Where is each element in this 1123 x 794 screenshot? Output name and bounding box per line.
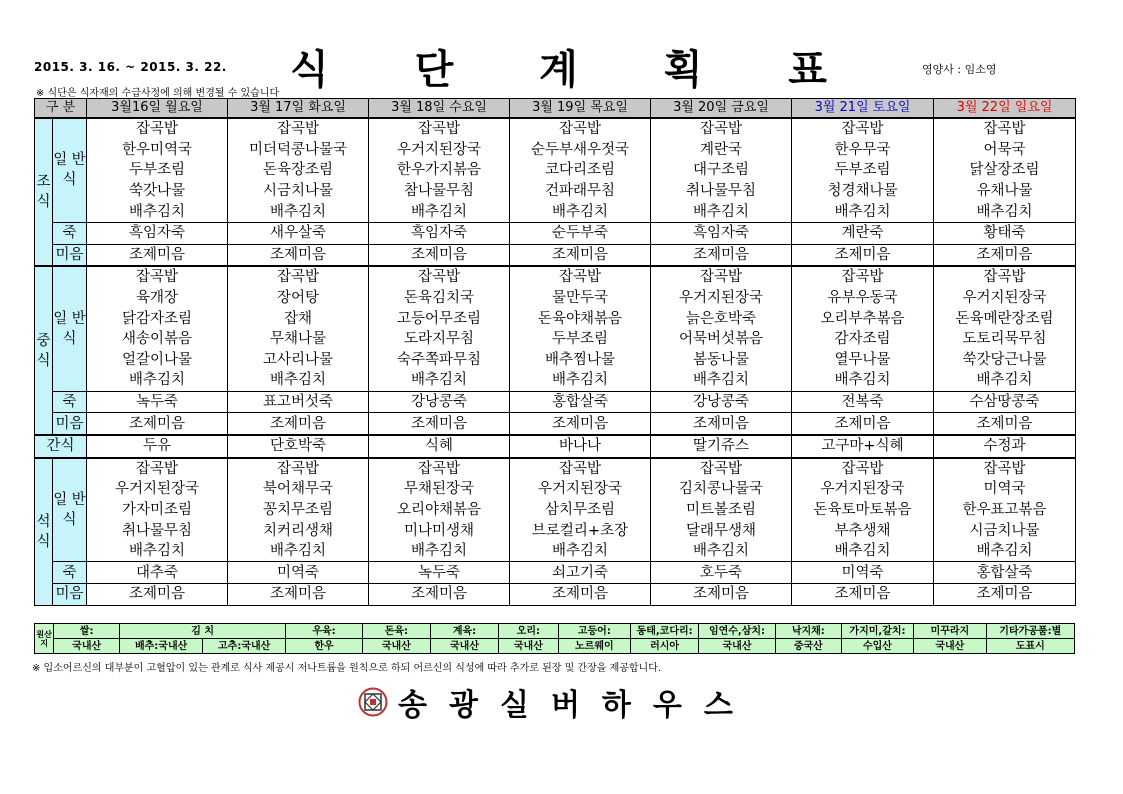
menu-item: 숙주쪽파무침: [369, 350, 510, 371]
day-header: 3월 22일 일요일: [934, 99, 1076, 119]
menu-item: 우거지된장국: [510, 479, 651, 500]
menu-item: 잡곡밥: [87, 118, 228, 140]
origin-value: 고추:국내산: [203, 639, 286, 654]
kimchi-title: 김 치: [120, 624, 286, 639]
menu-item: 조제미음: [87, 413, 228, 435]
menu-item: 한우가지볶음: [369, 160, 510, 181]
menu-item: 배추김치: [369, 541, 510, 562]
menu-item: 잡채: [228, 308, 369, 329]
menu-item: 전복죽: [792, 391, 934, 413]
menu-item: 무채나물: [228, 329, 369, 350]
menu-item: 강낭콩죽: [369, 391, 510, 413]
menu-item: 두부조림: [87, 160, 228, 181]
meal-plan-table: [34, 98, 1076, 606]
menu-item: 유부우동국: [792, 288, 934, 309]
menu-item: 물만두국: [510, 288, 651, 309]
origin-label: 계육:: [430, 624, 498, 639]
menu-item: 어묵버섯볶음: [651, 329, 792, 350]
dinner-label: 석 식: [35, 458, 53, 606]
menu-item: 육개장: [87, 288, 228, 309]
menu-item: 배추김치: [792, 541, 934, 562]
lunch-general-row: [35, 266, 1076, 288]
menu-item: 잡곡밥: [228, 266, 369, 288]
dietitian-label: 영양사 : 임소영: [922, 63, 997, 76]
lunch-general-row: [35, 350, 1076, 371]
lunch-general-row: [35, 329, 1076, 350]
menu-item: 북어채무국: [228, 479, 369, 500]
menu-item: 오리야채볶음: [369, 500, 510, 521]
menu-item: 조제미음: [934, 584, 1076, 606]
menu-item: 돈육토마토볶음: [792, 500, 934, 521]
menu-item: 꽁치무조림: [228, 500, 369, 521]
menu-item: 수삼땅콩죽: [934, 391, 1076, 413]
dinner-porridge-row: [35, 562, 1076, 584]
day-header: 3월 18일 수요일: [369, 99, 510, 119]
menu-item: 조제미음: [369, 584, 510, 606]
menu-item: 미트볼조림: [651, 500, 792, 521]
menu-item: 미더덕콩나물국: [228, 140, 369, 161]
breakfast-label: 조 식: [35, 118, 53, 266]
menu-item: 잡곡밥: [934, 266, 1076, 288]
origin-value: 국내산: [430, 639, 498, 654]
menu-item: 쇠고기죽: [510, 562, 651, 584]
menu-item: 표고버섯죽: [228, 391, 369, 413]
menu-item: 식혜: [369, 435, 510, 458]
origin-label: 낙지채:: [775, 624, 841, 639]
menu-item: 배추김치: [934, 370, 1076, 391]
dinner-dessert-row: [35, 584, 1076, 606]
corner-header: 구 분: [35, 99, 87, 119]
dessert-label: 미음: [53, 584, 87, 606]
day-header: 3월 17일 화요일: [228, 99, 369, 119]
day-header: 3월 21일 토요일: [792, 99, 934, 119]
breakfast-general-row: [35, 140, 1076, 161]
menu-item: 새우살죽: [228, 222, 369, 244]
menu-item: 참나물무침: [369, 181, 510, 202]
origin-value: 수입산: [841, 639, 913, 654]
breakfast-dessert-row: [35, 244, 1076, 266]
menu-item: 청경채나물: [792, 181, 934, 202]
lunch-general-row: [35, 288, 1076, 309]
origin-label: 오리:: [499, 624, 559, 639]
menu-item: 계란죽: [792, 222, 934, 244]
origin-value: 국내산: [914, 639, 986, 654]
menu-item: 배추김치: [792, 370, 934, 391]
menu-item: 잡곡밥: [87, 458, 228, 480]
menu-item: 녹두죽: [369, 562, 510, 584]
menu-item: 배추김치: [228, 201, 369, 222]
menu-item: 배추김치: [934, 201, 1076, 222]
menu-item: 조제미음: [228, 244, 369, 266]
menu-item: 잡곡밥: [510, 118, 651, 140]
origin-value: 국내산: [54, 639, 120, 654]
origin-label: 기타가공품:별: [986, 624, 1074, 639]
menu-item: 순두부새우젓국: [510, 140, 651, 161]
porridge-label: 죽: [53, 562, 87, 584]
menu-item: 배추김치: [934, 541, 1076, 562]
menu-item: 감자조림: [792, 329, 934, 350]
menu-item: 돈육야채볶음: [510, 308, 651, 329]
menu-item: 장어탕: [228, 288, 369, 309]
origin-value: 도표시: [986, 639, 1074, 654]
lunch-porridge-row: [35, 391, 1076, 413]
menu-item: 조제미음: [510, 584, 651, 606]
menu-item: 계란국: [651, 140, 792, 161]
menu-item: 잡곡밥: [934, 118, 1076, 140]
origin-value: 중국산: [775, 639, 841, 654]
menu-item: 잡곡밥: [792, 266, 934, 288]
menu-item: 조제미음: [228, 413, 369, 435]
origin-row-bottom: [35, 639, 1075, 654]
menu-item: 배추김치: [792, 201, 934, 222]
menu-item: 잡곡밥: [369, 118, 510, 140]
menu-item: 조제미음: [87, 244, 228, 266]
menu-item: 잡곡밥: [369, 266, 510, 288]
general-diet-label: 일 반 식: [53, 458, 87, 562]
menu-item: 잡곡밥: [792, 118, 934, 140]
day-header: 3월 20일 금요일: [651, 99, 792, 119]
day-header-row: [35, 99, 1076, 119]
menu-item: 잡곡밥: [651, 266, 792, 288]
menu-item: 취나물무침: [87, 520, 228, 541]
menu-item: 배추김치: [369, 370, 510, 391]
menu-item: 늙은호박죽: [651, 308, 792, 329]
origin-title: 원산지: [35, 624, 54, 654]
menu-item: 잡곡밥: [87, 266, 228, 288]
general-diet-label: 일 반 식: [53, 118, 87, 222]
menu-item: 잡곡밥: [369, 458, 510, 480]
menu-item: 배추김치: [87, 201, 228, 222]
origin-value: 국내산: [699, 639, 776, 654]
menu-item: 도라지무침: [369, 329, 510, 350]
menu-item: 배추찜나물: [510, 350, 651, 371]
general-diet-label: 일 반 식: [53, 266, 87, 391]
facility-logo-icon: [358, 687, 388, 717]
menu-item: 대구조림: [651, 160, 792, 181]
menu-item: 무채된장국: [369, 479, 510, 500]
origin-label: 쌀:: [54, 624, 120, 639]
menu-item: 녹두죽: [87, 391, 228, 413]
menu-item: 배추김치: [87, 370, 228, 391]
menu-item: 미역죽: [228, 562, 369, 584]
menu-item: 두유: [87, 435, 228, 458]
menu-item: 미역죽: [792, 562, 934, 584]
menu-item: 쑥갓당근나물: [934, 350, 1076, 371]
menu-item: 오리부추볶음: [792, 308, 934, 329]
menu-item: 삼치무조림: [510, 500, 651, 521]
dinner-general-row: [35, 541, 1076, 562]
breakfast-general-row: [35, 201, 1076, 222]
menu-item: 배추김치: [87, 541, 228, 562]
menu-item: 새송이볶음: [87, 329, 228, 350]
breakfast-general-row: [35, 160, 1076, 181]
origin-label: 고등어:: [558, 624, 630, 639]
page-title: 식 단 계 획 표: [290, 47, 863, 93]
menu-item: 우거지된장국: [87, 479, 228, 500]
menu-item: 한우무국: [792, 140, 934, 161]
menu-item: 대추죽: [87, 562, 228, 584]
menu-item: 딸기쥬스: [651, 435, 792, 458]
menu-item: 두부조림: [792, 160, 934, 181]
menu-item: 잡곡밥: [510, 266, 651, 288]
menu-item: 배추김치: [651, 370, 792, 391]
menu-item: 유채나물: [934, 181, 1076, 202]
menu-item: 잡곡밥: [228, 118, 369, 140]
dinner-general-row: [35, 520, 1076, 541]
menu-item: 고구마+식혜: [792, 435, 934, 458]
origin-row-top: [35, 624, 1075, 639]
menu-item: 조제미음: [651, 244, 792, 266]
menu-item: 가자미조림: [87, 500, 228, 521]
snack-row: [35, 435, 1076, 458]
lunch-general-row: [35, 370, 1076, 391]
origin-value: 배추:국내산: [120, 639, 203, 654]
dinner-general-row: [35, 479, 1076, 500]
menu-item: 우거지된장국: [792, 479, 934, 500]
menu-item: 조제미음: [651, 413, 792, 435]
origin-value: 한우: [286, 639, 363, 654]
meal-plan-body: [35, 99, 1076, 606]
menu-item: 한우미역국: [87, 140, 228, 161]
lunch-general-row: [35, 308, 1076, 329]
menu-item: 잡곡밥: [510, 458, 651, 480]
menu-item: 강낭콩죽: [651, 391, 792, 413]
facility-name: 송광실버하우스: [398, 688, 755, 723]
breakfast-general-row: [35, 118, 1076, 140]
menu-item: 도토리묵무침: [934, 329, 1076, 350]
day-header: 3월16일 월요일: [87, 99, 228, 119]
menu-item: 순두부죽: [510, 222, 651, 244]
menu-item: 취나물무침: [651, 181, 792, 202]
menu-item: 잡곡밥: [651, 118, 792, 140]
menu-item: 배추김치: [228, 370, 369, 391]
menu-item: 시금치나물: [934, 520, 1076, 541]
menu-item: 시금치나물: [228, 181, 369, 202]
menu-item: 한우표고볶음: [934, 500, 1076, 521]
menu-item: 배추김치: [510, 201, 651, 222]
menu-item: 바나나: [510, 435, 651, 458]
menu-item: 조제미음: [934, 413, 1076, 435]
origin-label: 가지미,갈치:: [841, 624, 913, 639]
menu-item: 조제미음: [792, 584, 934, 606]
origin-label: 돈육:: [362, 624, 430, 639]
origin-label: 임연수,삼치:: [699, 624, 776, 639]
day-header: 3월 19일 목요일: [510, 99, 651, 119]
menu-item: 치커리생채: [228, 520, 369, 541]
menu-item: 우거지된장국: [369, 140, 510, 161]
menu-item: 배추김치: [651, 201, 792, 222]
origin-table: [34, 623, 1075, 654]
menu-item: 쑥갓나물: [87, 181, 228, 202]
snack-label: 간식: [35, 435, 87, 458]
menu-item: 조제미음: [369, 244, 510, 266]
menu-item: 홍합살죽: [510, 391, 651, 413]
menu-item: 두부조림: [510, 329, 651, 350]
menu-item: 조제미음: [228, 584, 369, 606]
menu-item: 닭살장조림: [934, 160, 1076, 181]
menu-item: 조제미음: [87, 584, 228, 606]
dinner-general-row: [35, 458, 1076, 480]
menu-item: 김치콩나물국: [651, 479, 792, 500]
menu-item: 미나미생채: [369, 520, 510, 541]
menu-item: 열무나물: [792, 350, 934, 371]
menu-item: 수정과: [934, 435, 1076, 458]
menu-item: 우거지된장국: [934, 288, 1076, 309]
menu-item: 흑임자죽: [87, 222, 228, 244]
menu-item: 코다리조림: [510, 160, 651, 181]
origin-label: 동태,코다리:: [631, 624, 699, 639]
menu-item: 돈육김치국: [369, 288, 510, 309]
origin-label: 우육:: [286, 624, 363, 639]
origin-value: 국내산: [362, 639, 430, 654]
menu-item: 배추김치: [651, 541, 792, 562]
origin-value: 러시아: [631, 639, 699, 654]
menu-item: 조제미음: [792, 244, 934, 266]
menu-item: 흑임자죽: [369, 222, 510, 244]
menu-item: 얼갈이나물: [87, 350, 228, 371]
origin-value: 노르웨이: [558, 639, 630, 654]
menu-item: 달래무생채: [651, 520, 792, 541]
menu-item: 우거지된장국: [651, 288, 792, 309]
dinner-general-row: [35, 500, 1076, 521]
menu-item: 배추김치: [510, 370, 651, 391]
menu-item: 조제미음: [369, 413, 510, 435]
lunch-label: 중 식: [35, 266, 53, 435]
breakfast-general-row: [35, 181, 1076, 202]
origin-body: [35, 624, 1075, 654]
menu-item: 잡곡밥: [228, 458, 369, 480]
menu-item: 돈육장조림: [228, 160, 369, 181]
origin-label: 미꾸라지: [914, 624, 986, 639]
menu-item: 조제미음: [510, 244, 651, 266]
menu-item: 잡곡밥: [934, 458, 1076, 480]
lunch-dessert-row: [35, 413, 1076, 435]
menu-item: 부추생채: [792, 520, 934, 541]
menu-item: 흑임자죽: [651, 222, 792, 244]
menu-item: 호두죽: [651, 562, 792, 584]
menu-item: 단호박죽: [228, 435, 369, 458]
menu-item: 배추김치: [369, 201, 510, 222]
menu-item: 미역국: [934, 479, 1076, 500]
menu-item: 건파래무침: [510, 181, 651, 202]
menu-item: 조제미음: [651, 584, 792, 606]
dessert-label: 미음: [53, 244, 87, 266]
menu-item: 닭감자조림: [87, 308, 228, 329]
menu-item: 잡곡밥: [651, 458, 792, 480]
menu-item: 조제미음: [934, 244, 1076, 266]
facility-footer: [358, 680, 755, 724]
menu-item: 조제미음: [792, 413, 934, 435]
menu-item: 잡곡밥: [792, 458, 934, 480]
menu-item: 홍합살죽: [934, 562, 1076, 584]
porridge-label: 죽: [53, 222, 87, 244]
menu-item: 봄동나물: [651, 350, 792, 371]
menu-item: 조제미음: [510, 413, 651, 435]
menu-item: 돈육메란장조림: [934, 308, 1076, 329]
menu-item: 황태죽: [934, 222, 1076, 244]
menu-change-note: ※ 식단은 식자재의 수급사정에 의해 변경될 수 있습니다: [36, 88, 280, 99]
origin-value: 국내산: [499, 639, 559, 654]
menu-item: 고사리나물: [228, 350, 369, 371]
porridge-label: 죽: [53, 391, 87, 413]
menu-item: 어묵국: [934, 140, 1076, 161]
sodium-note: ※ 입소어르신의 대부분이 고혈압이 있는 관계로 식사 제공시 저나트륨을 원칙으로 하되 어르신의 식성에 따라 추가로 된장 및 간장을 제공합니다.: [32, 663, 662, 674]
breakfast-porridge-row: [35, 222, 1076, 244]
menu-item: 배추김치: [510, 541, 651, 562]
date-range: 2015. 3. 16. ~ 2015. 3. 22.: [34, 60, 227, 74]
dessert-label: 미음: [53, 413, 87, 435]
menu-item: 브로컬리+초장: [510, 520, 651, 541]
menu-item: 고등어무조림: [369, 308, 510, 329]
menu-item: 배추김치: [228, 541, 369, 562]
